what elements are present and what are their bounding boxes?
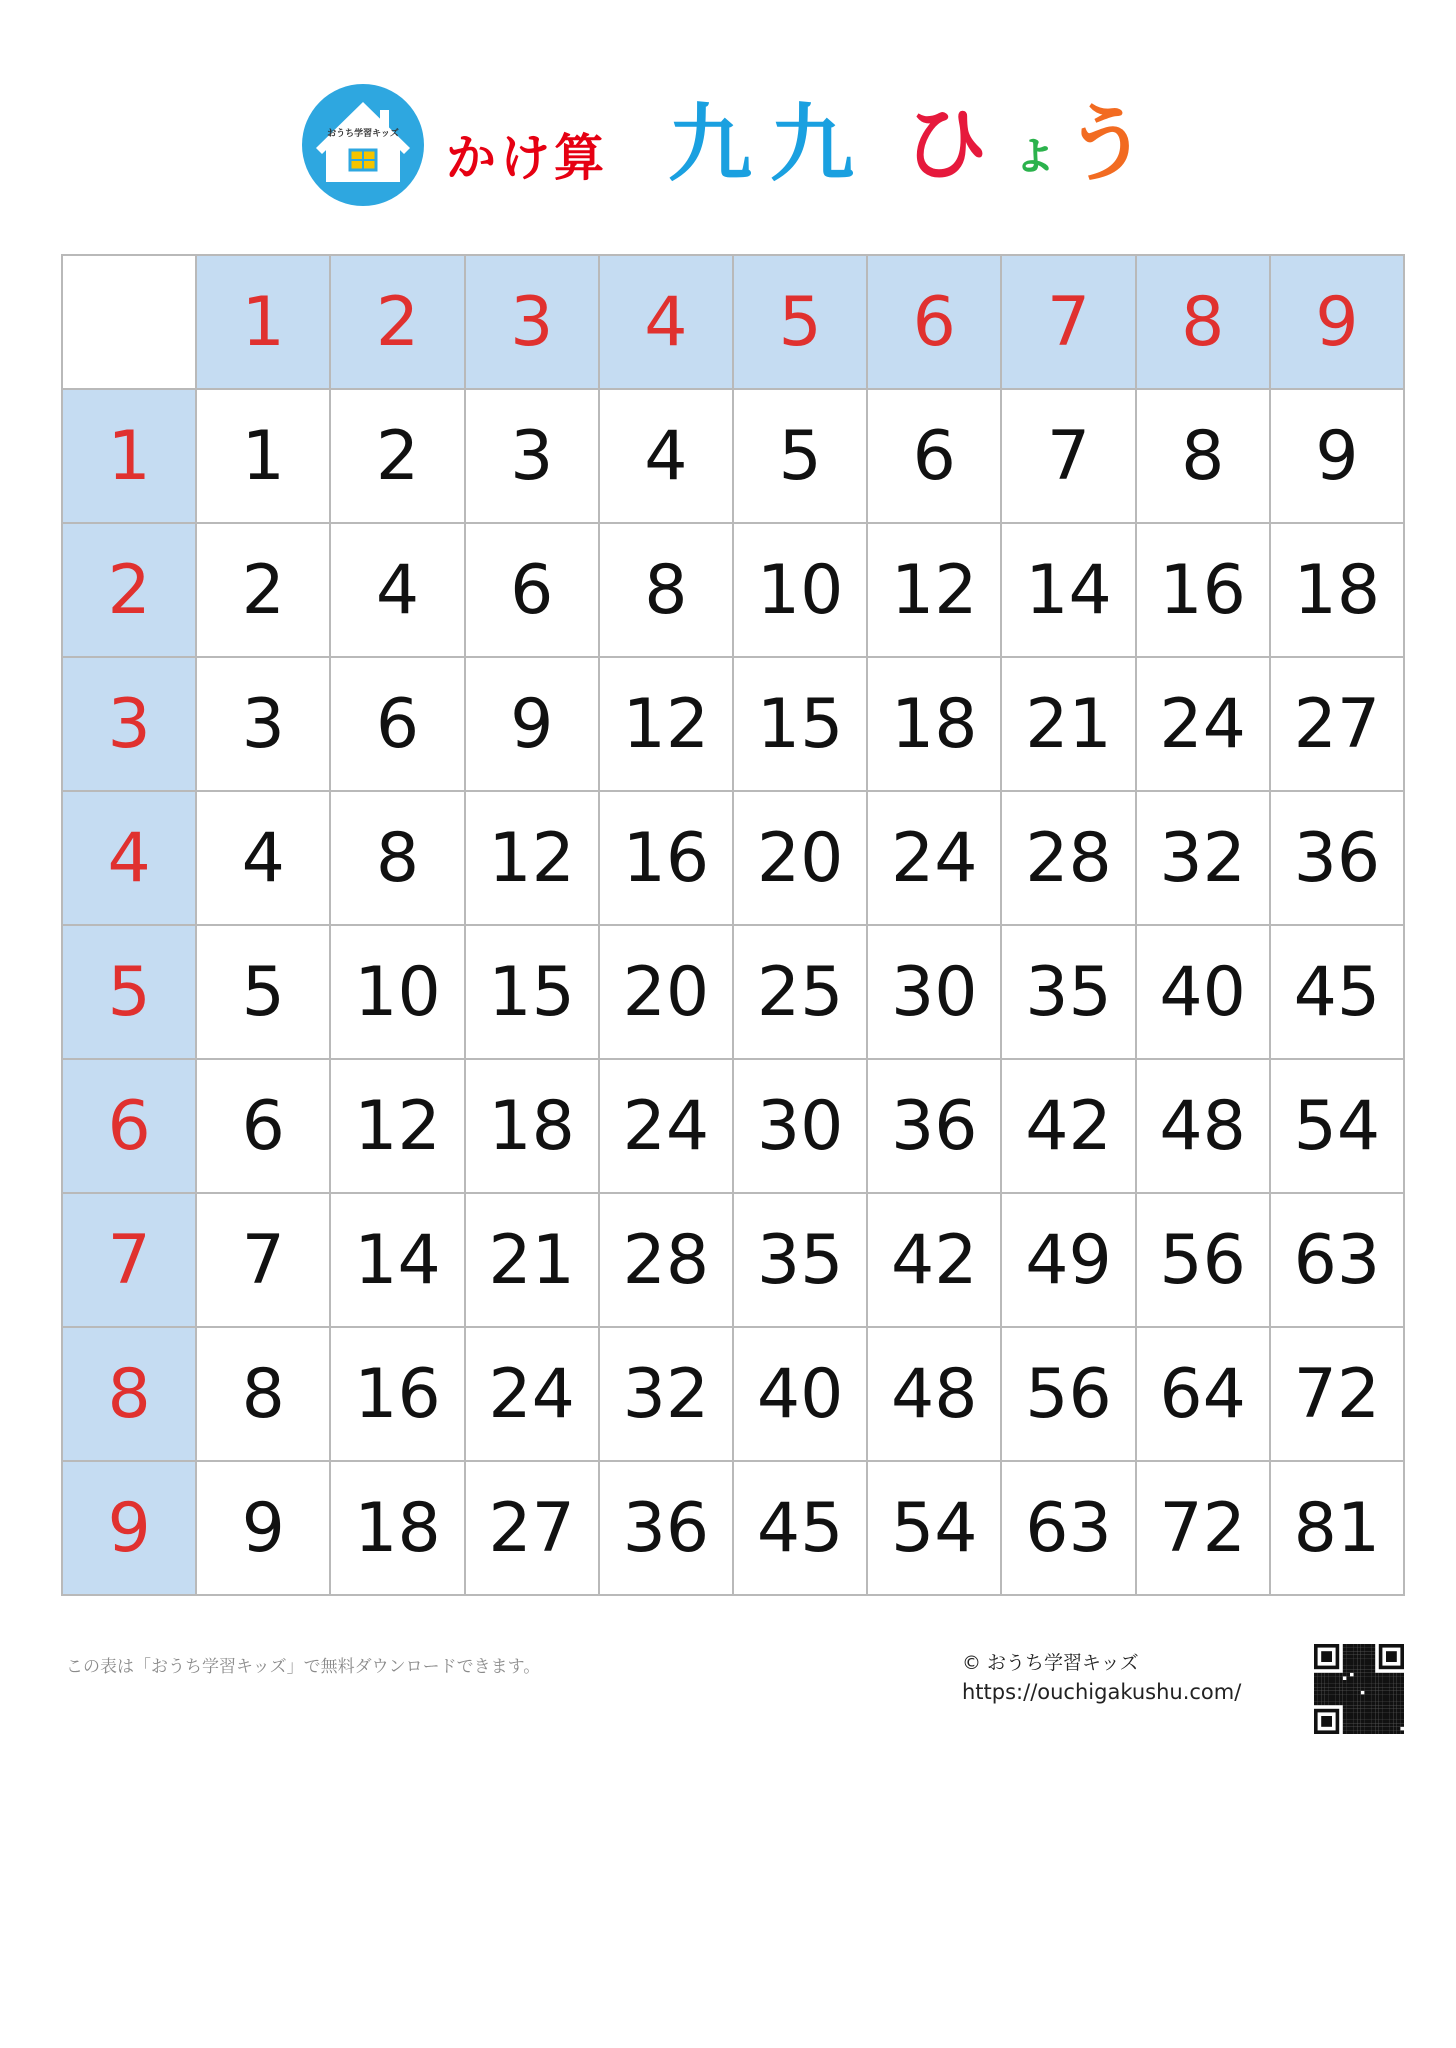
product-cell: 36 bbox=[600, 1462, 734, 1596]
product-cell: 30 bbox=[868, 926, 1002, 1060]
column-header: 9 bbox=[1271, 256, 1405, 390]
product-cell: 27 bbox=[466, 1462, 600, 1596]
product-cell: 16 bbox=[1137, 524, 1271, 658]
product-cell: 54 bbox=[1271, 1060, 1405, 1194]
product-cell: 18 bbox=[331, 1462, 465, 1596]
product-cell: 18 bbox=[868, 658, 1002, 792]
product-cell: 21 bbox=[466, 1194, 600, 1328]
product-cell: 63 bbox=[1271, 1194, 1405, 1328]
product-cell: 16 bbox=[600, 792, 734, 926]
product-cell: 6 bbox=[331, 658, 465, 792]
product-cell: 27 bbox=[1271, 658, 1405, 792]
table-corner bbox=[63, 256, 197, 390]
product-cell: 40 bbox=[1137, 926, 1271, 1060]
site-logo bbox=[302, 84, 424, 206]
product-cell: 72 bbox=[1271, 1328, 1405, 1462]
product-cell: 64 bbox=[1137, 1328, 1271, 1462]
product-cell: 21 bbox=[1002, 658, 1136, 792]
product-cell: 24 bbox=[1137, 658, 1271, 792]
product-cell: 12 bbox=[466, 792, 600, 926]
product-cell: 2 bbox=[197, 524, 331, 658]
column-header: 8 bbox=[1137, 256, 1271, 390]
product-cell: 10 bbox=[331, 926, 465, 1060]
product-cell: 12 bbox=[868, 524, 1002, 658]
product-cell: 54 bbox=[868, 1462, 1002, 1596]
house-icon bbox=[302, 84, 424, 206]
product-cell: 56 bbox=[1137, 1194, 1271, 1328]
product-cell: 45 bbox=[1271, 926, 1405, 1060]
product-cell: 63 bbox=[1002, 1462, 1136, 1596]
product-cell: 15 bbox=[466, 926, 600, 1060]
product-cell: 32 bbox=[1137, 792, 1271, 926]
product-cell: 8 bbox=[600, 524, 734, 658]
product-cell: 4 bbox=[600, 390, 734, 524]
product-cell: 18 bbox=[1271, 524, 1405, 658]
product-cell: 24 bbox=[466, 1328, 600, 1462]
product-cell: 30 bbox=[734, 1060, 868, 1194]
product-cell: 8 bbox=[1137, 390, 1271, 524]
product-cell: 25 bbox=[734, 926, 868, 1060]
product-cell: 32 bbox=[600, 1328, 734, 1462]
product-cell: 20 bbox=[734, 792, 868, 926]
product-cell: 15 bbox=[734, 658, 868, 792]
product-cell: 81 bbox=[1271, 1462, 1405, 1596]
row-header: 8 bbox=[63, 1328, 197, 1462]
row-header: 5 bbox=[63, 926, 197, 1060]
product-cell: 1 bbox=[197, 390, 331, 524]
multiplication-table bbox=[61, 254, 1405, 1596]
product-cell: 8 bbox=[197, 1328, 331, 1462]
product-cell: 28 bbox=[600, 1194, 734, 1328]
product-cell: 5 bbox=[734, 390, 868, 524]
column-header: 4 bbox=[600, 256, 734, 390]
row-header: 4 bbox=[63, 792, 197, 926]
qr-code-icon[interactable] bbox=[1314, 1644, 1404, 1734]
row-header: 1 bbox=[63, 390, 197, 524]
subtitle: かけ算 bbox=[446, 129, 608, 187]
product-cell: 6 bbox=[197, 1060, 331, 1194]
row-header: 6 bbox=[63, 1060, 197, 1194]
product-cell: 36 bbox=[868, 1060, 1002, 1194]
product-cell: 36 bbox=[1271, 792, 1405, 926]
title-char: う bbox=[1064, 95, 1149, 193]
product-cell: 24 bbox=[868, 792, 1002, 926]
title-char: ょ bbox=[1010, 122, 1060, 180]
product-cell: 42 bbox=[868, 1194, 1002, 1328]
product-cell: 7 bbox=[197, 1194, 331, 1328]
column-header: 3 bbox=[466, 256, 600, 390]
product-cell: 20 bbox=[600, 926, 734, 1060]
product-cell: 40 bbox=[734, 1328, 868, 1462]
product-cell: 49 bbox=[1002, 1194, 1136, 1328]
product-cell: 48 bbox=[1137, 1060, 1271, 1194]
product-cell: 9 bbox=[466, 658, 600, 792]
product-cell: 8 bbox=[331, 792, 465, 926]
product-cell: 14 bbox=[1002, 524, 1136, 658]
download-note: この表は「おうち学習キッズ」で無料ダウンロードできます。 bbox=[66, 1657, 541, 1677]
row-header: 9 bbox=[63, 1462, 197, 1596]
product-cell: 4 bbox=[197, 792, 331, 926]
product-cell: 42 bbox=[1002, 1060, 1136, 1194]
site-url[interactable]: https://ouchigakushu.com/ bbox=[962, 1680, 1242, 1704]
product-cell: 24 bbox=[600, 1060, 734, 1194]
product-cell: 6 bbox=[868, 390, 1002, 524]
product-cell: 5 bbox=[197, 926, 331, 1060]
product-cell: 6 bbox=[466, 524, 600, 658]
product-cell: 12 bbox=[331, 1060, 465, 1194]
product-cell: 3 bbox=[197, 658, 331, 792]
product-cell: 14 bbox=[331, 1194, 465, 1328]
copyright: © おうち学習キッズ bbox=[962, 1652, 1139, 1674]
column-header: 7 bbox=[1002, 256, 1136, 390]
title-char: 九 bbox=[668, 95, 753, 193]
row-header: 7 bbox=[63, 1194, 197, 1328]
product-cell: 18 bbox=[466, 1060, 600, 1194]
product-cell: 72 bbox=[1137, 1462, 1271, 1596]
row-header: 3 bbox=[63, 658, 197, 792]
title-char: ひ bbox=[904, 95, 989, 193]
product-cell: 9 bbox=[1271, 390, 1405, 524]
product-cell: 56 bbox=[1002, 1328, 1136, 1462]
column-header: 2 bbox=[331, 256, 465, 390]
product-cell: 16 bbox=[331, 1328, 465, 1462]
product-cell: 9 bbox=[197, 1462, 331, 1596]
product-cell: 28 bbox=[1002, 792, 1136, 926]
column-header: 6 bbox=[868, 256, 1002, 390]
product-cell: 3 bbox=[466, 390, 600, 524]
product-cell: 10 bbox=[734, 524, 868, 658]
product-cell: 4 bbox=[331, 524, 465, 658]
product-cell: 45 bbox=[734, 1462, 868, 1596]
product-cell: 35 bbox=[1002, 926, 1136, 1060]
product-cell: 35 bbox=[734, 1194, 868, 1328]
product-cell: 48 bbox=[868, 1328, 1002, 1462]
column-header: 5 bbox=[734, 256, 868, 390]
product-cell: 2 bbox=[331, 390, 465, 524]
row-header: 2 bbox=[63, 524, 197, 658]
product-cell: 12 bbox=[600, 658, 734, 792]
logo-text: おうち学習キッズ bbox=[327, 129, 399, 139]
title-char: 九 bbox=[770, 95, 855, 193]
column-header: 1 bbox=[197, 256, 331, 390]
product-cell: 7 bbox=[1002, 390, 1136, 524]
